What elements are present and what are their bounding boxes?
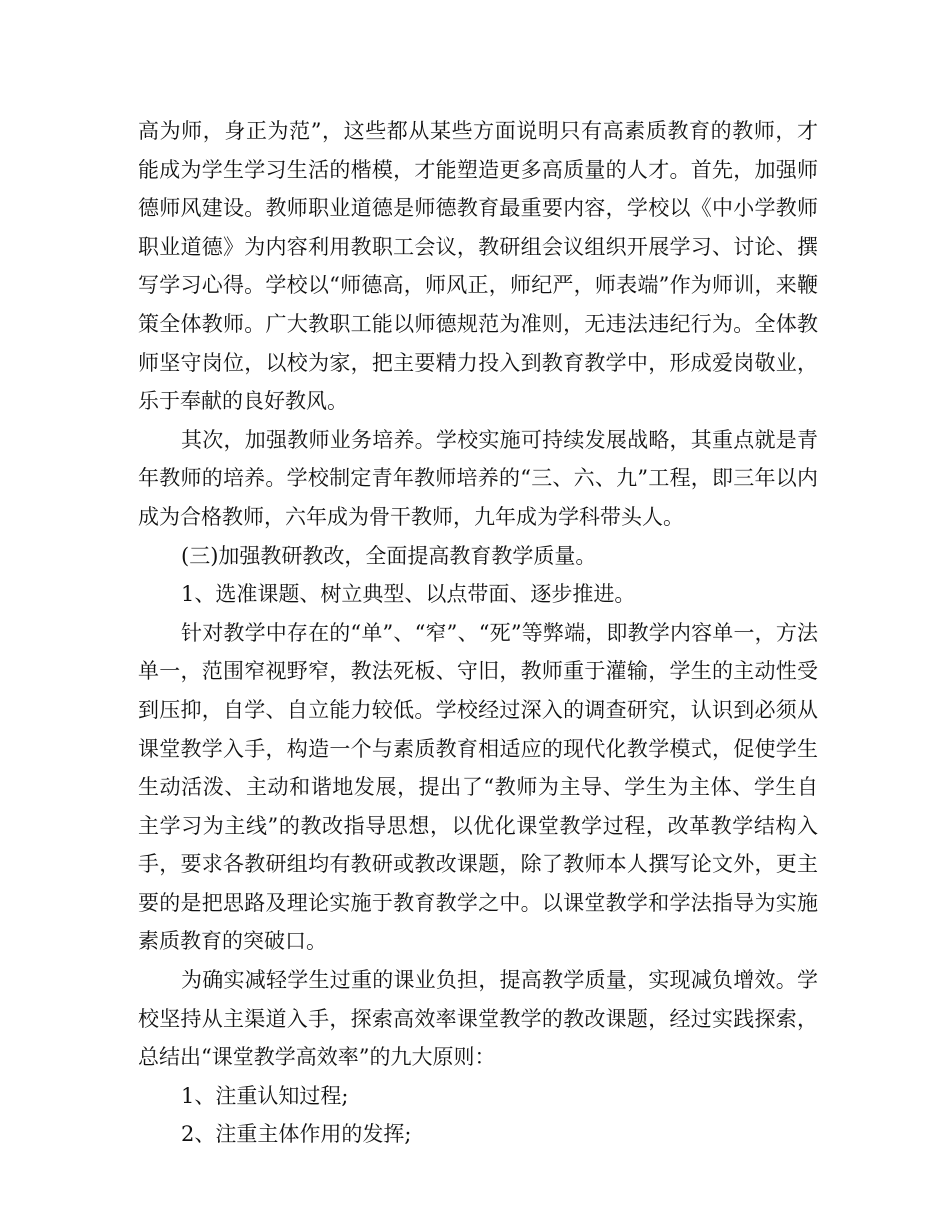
paragraph-teacher-training: 其次，加强教师业务培养。学校实施可持续发展战略，其重点就是青年教师的培养。学校制定青年教师培养的“三、六、九”工程，即三年以内成为合格教师，六年成为骨干教师，九年成为学科带头人。 xyxy=(138,427,818,529)
document-page xyxy=(138,112,818,1154)
paragraph-teaching-problems: 针对教学中存在的“单”、“窄”、“死”等弊端，即教学内容单一，方法单一，范围窄视野窄，教法死板、守旧，教师重于灌输，学生的主动性受到压抑，自学、自立能力较低。学校经过深入的调查研究，认识到必须从课堂教学入手，构造一个与素质教育相适应的现代化教学模式，促使学生生动活泼、主动和谐地发展，提出了“教师为主导、学生为主体、学生自主学习为主线”的教改指导思想，以优化课堂教学过程，改革教学结构入手，要求各教研组均有教研或教改课题，除了教师本人撰写论文外，更主要的是把思路及理论实施于教育教学之中。以课堂教学和学法指导为实施素质教育的突破口。 xyxy=(138,620,818,954)
paragraph-reduce-burden: 为确实减轻学生过重的课业负担，提高教学质量，实现减负增效。学校坚持从主渠道入手，探索高效率课堂教学的教改课题，经过实践探索，总结出“课堂教学高效率”的九大原则： xyxy=(138,968,818,1070)
list-item-principle-1: 1、注重认知过程; xyxy=(181,1083,349,1108)
section-heading-teaching-reform: (三)加强教研教改，全面提高教育教学质量。 xyxy=(181,543,597,568)
list-item-principle-2: 2、注重主体作用的发挥; xyxy=(181,1122,412,1147)
list-item-select-topics: 1、选准课题、树立典型、以点带面、逐步推进。 xyxy=(181,582,636,607)
paragraph-teacher-ethics: 高为师，身正为范”，这些都从某些方面说明只有高素质教育的教师，才能成为学生学习生活的楷模，才能塑造更多高质量的人才。首先，加强师德师风建设。教师职业道德是师德教育最重要内容，学校以《中小学教师职业道德》为内容利用教职工会议，教研组会议组织开展学习、讨论、撰写学习心得。学校以“师德高，师风正，师纪严，师表端”作为师训，来鞭策全体教师。广大教职工能以师德规范为准则，无违法违纪行为。全体教师坚守岗位，以校为家，把主要精力投入到教育教学中，形成爱岗敬业，乐于奉献的良好教风。 xyxy=(138,119,818,414)
